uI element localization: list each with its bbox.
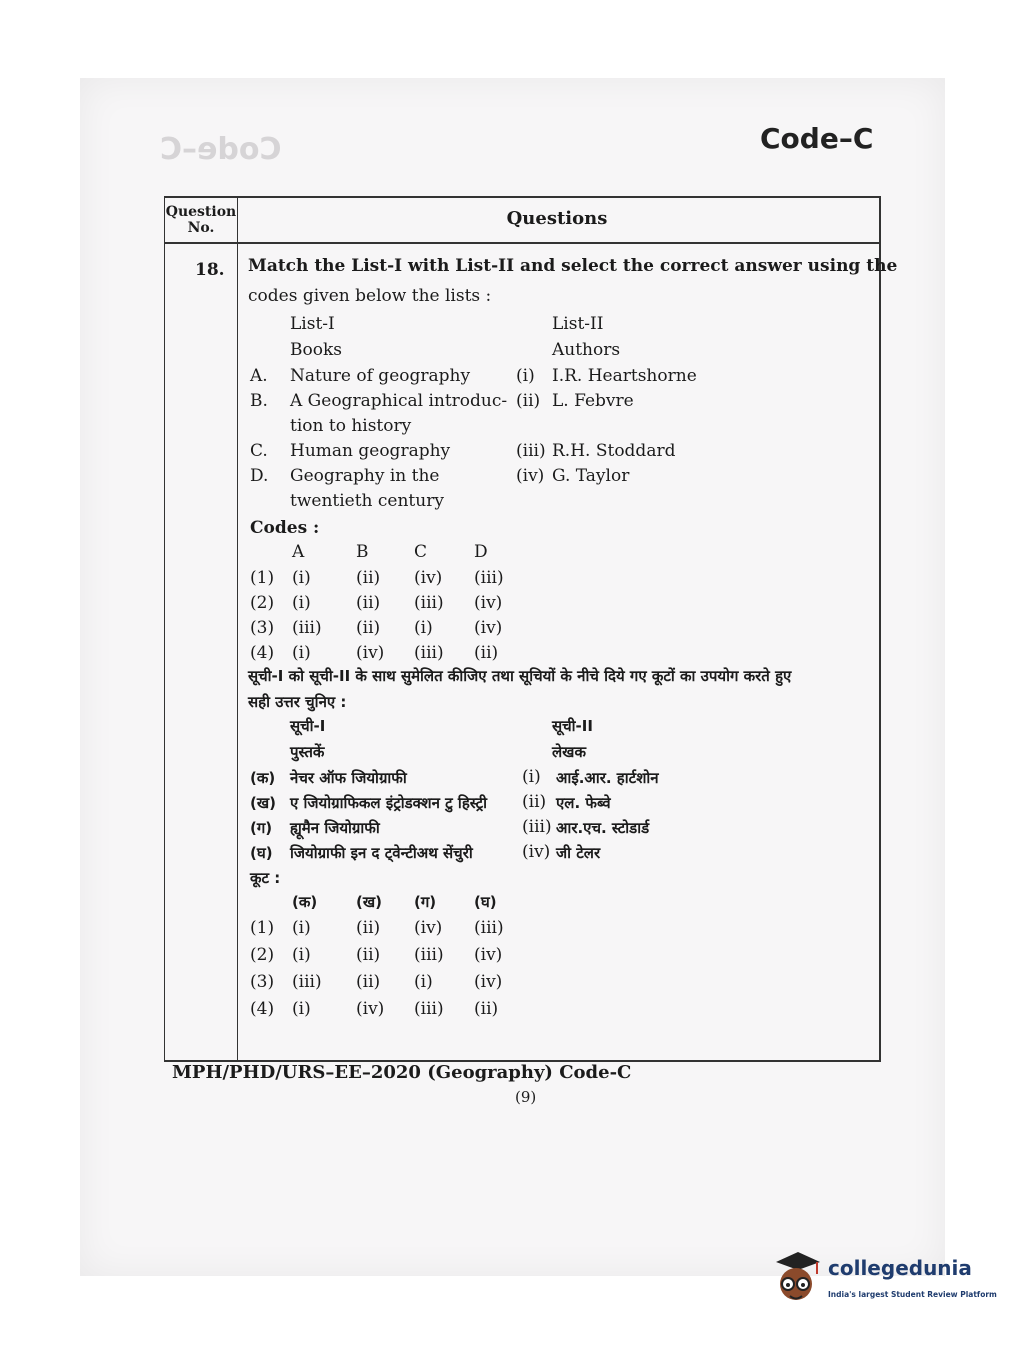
- hindi-option-value: (iv): [414, 918, 443, 938]
- code-column-head: C: [414, 542, 428, 562]
- hindi-list1-title: सूची-I: [290, 717, 326, 735]
- questions-header: Questions: [506, 208, 608, 229]
- option-number: (4): [250, 643, 275, 663]
- option-value: (ii): [356, 618, 381, 638]
- question-number: 18.: [195, 260, 225, 280]
- hindi-instruction-line-2: सही उत्तर चुनिए :: [248, 693, 347, 711]
- option-number: (2): [250, 593, 275, 613]
- list2-key: (i): [516, 366, 535, 386]
- hindi-code-column-head: (घ): [474, 893, 497, 911]
- hindi-option-value: (iv): [356, 999, 385, 1019]
- hindi-list1-subtitle: पुस्तकें: [290, 743, 325, 761]
- hindi-option-value: (iv): [474, 972, 503, 992]
- list1-key: B.: [250, 391, 268, 411]
- hindi-code-column-head: (ग): [414, 893, 437, 911]
- hindi-code-column-head: (क): [292, 893, 318, 911]
- list2-item: I.R. Heartshorne: [552, 366, 697, 386]
- list2-key: (iii): [516, 441, 546, 461]
- hindi-option-value: (ii): [474, 999, 499, 1019]
- code-column-head: D: [474, 542, 488, 562]
- bleed-through-text: Code–C: [160, 132, 282, 167]
- list1-key: A.: [250, 366, 268, 386]
- hindi-list1-key: (ख): [250, 794, 276, 812]
- graduate-mascot-icon: [768, 1248, 824, 1312]
- option-value: (iv): [356, 643, 385, 663]
- option-value: (i): [292, 568, 311, 588]
- hindi-list2-key: (iv): [522, 842, 551, 862]
- hindi-option-value: (ii): [356, 945, 381, 965]
- list1-item: Geography in the: [290, 466, 440, 486]
- instruction-line-2: codes given below the lists :: [248, 286, 492, 306]
- list1-key: C.: [250, 441, 268, 461]
- list2-subtitle: Authors: [552, 340, 621, 360]
- header-divider: [165, 242, 879, 244]
- list1-item: twentieth century: [290, 491, 444, 511]
- hindi-codes-label: कूट :: [250, 869, 281, 887]
- hindi-option-number: (1): [250, 918, 275, 938]
- option-value: (iv): [414, 568, 443, 588]
- footer-paper-code: MPH/PHD/URS–EE–2020 (Geography) Code-C: [172, 1062, 632, 1083]
- hindi-list1-item: ए जियोग्राफिकल इंट्रोडक्शन टु हिस्ट्री: [290, 794, 488, 812]
- hindi-option-value: (ii): [356, 972, 381, 992]
- hindi-option-value: (iii): [292, 972, 322, 992]
- option-value: (iv): [474, 618, 503, 638]
- hindi-list2-title: सूची-II: [552, 717, 593, 735]
- option-value: (iii): [292, 618, 322, 638]
- brand-name: collegedunia: [828, 1256, 972, 1280]
- list1-item: tion to history: [290, 416, 412, 436]
- hindi-list2-subtitle: लेखक: [552, 743, 586, 761]
- hindi-list1-item: ह्यूमैन जियोग्राफी: [290, 819, 380, 837]
- code-column-head: B: [356, 542, 369, 562]
- option-number: (3): [250, 618, 275, 638]
- hindi-instruction-line-1: सूची-I को सूची-II के साथ सुमेलित कीजिए तथा सूचियों के नीचे दिये गए कूटों का उपयोग करते हुए: [248, 667, 792, 685]
- list1-item: Nature of geography: [290, 366, 471, 386]
- page-number: (9): [515, 1088, 537, 1106]
- hindi-option-value: (iii): [414, 999, 444, 1019]
- list1-title: List-I: [290, 314, 335, 334]
- question-no-header: [165, 204, 237, 236]
- list2-title: List-II: [552, 314, 604, 334]
- question-no-header-line1: Question: [165, 204, 237, 220]
- collegedunia-logo: [768, 1248, 998, 1318]
- brand-tagline: India's largest Student Review Platform: [828, 1290, 997, 1299]
- list1-item: A Geographical introduc-: [290, 391, 508, 411]
- instruction-line-1: Match the List-I with List-II and select the correct answer using the: [248, 256, 898, 276]
- hindi-option-value: (ii): [356, 918, 381, 938]
- question-no-header-line2: No.: [187, 220, 215, 236]
- hindi-list2-item: जी टेलर: [556, 844, 601, 862]
- list2-key: (iv): [516, 466, 545, 486]
- list2-key: (ii): [516, 391, 541, 411]
- option-value: (i): [292, 643, 311, 663]
- hindi-option-number: (3): [250, 972, 275, 992]
- hindi-option-number: (2): [250, 945, 275, 965]
- hindi-list1-key: (घ): [250, 844, 273, 862]
- hindi-list1-key: (ग): [250, 819, 273, 837]
- hindi-option-value: (iii): [414, 945, 444, 965]
- option-value: (iv): [474, 593, 503, 613]
- list1-item: Human geography: [290, 441, 451, 461]
- list1-subtitle: Books: [290, 340, 342, 360]
- code-column-head: A: [292, 542, 305, 562]
- list1-key: D.: [250, 466, 269, 486]
- hindi-list2-item: एल. फेब्वे: [556, 794, 611, 812]
- hindi-option-value: (iii): [474, 918, 504, 938]
- option-value: (iii): [474, 568, 504, 588]
- option-value: (i): [292, 593, 311, 613]
- codes-label: Codes :: [250, 518, 320, 538]
- hindi-option-value: (i): [292, 918, 311, 938]
- hindi-list1-key: (क): [250, 769, 276, 787]
- column-divider: [237, 198, 238, 1060]
- option-value: (ii): [474, 643, 499, 663]
- hindi-code-column-head: (ख): [356, 893, 382, 911]
- hindi-option-value: (iv): [474, 945, 503, 965]
- list2-item: R.H. Stoddard: [552, 441, 676, 461]
- hindi-list2-item: आर.एच. स्टोडार्ड: [556, 819, 650, 837]
- list2-item: L. Febvre: [552, 391, 634, 411]
- hindi-list1-item: नेचर ऑफ जियोग्राफी: [290, 769, 407, 787]
- hindi-list1-item: जियोग्राफी इन द ट्वेन्टीअथ सेंचुरी: [290, 844, 473, 862]
- list2-item: G. Taylor: [552, 466, 630, 486]
- option-value: (ii): [356, 568, 381, 588]
- hindi-list2-key: (i): [522, 767, 541, 787]
- option-value: (iii): [414, 593, 444, 613]
- hindi-list2-item: आई.आर. हार्टशोन: [556, 769, 659, 787]
- hindi-option-value: (i): [292, 999, 311, 1019]
- hindi-list2-key: (iii): [522, 817, 552, 837]
- option-value: (ii): [356, 593, 381, 613]
- option-value: (iii): [414, 643, 444, 663]
- hindi-option-value: (i): [414, 972, 433, 992]
- hindi-option-value: (i): [292, 945, 311, 965]
- code-header: Code–C: [760, 122, 874, 155]
- hindi-list2-key: (ii): [522, 792, 547, 812]
- hindi-option-number: (4): [250, 999, 275, 1019]
- option-number: (1): [250, 568, 275, 588]
- option-value: (i): [414, 618, 433, 638]
